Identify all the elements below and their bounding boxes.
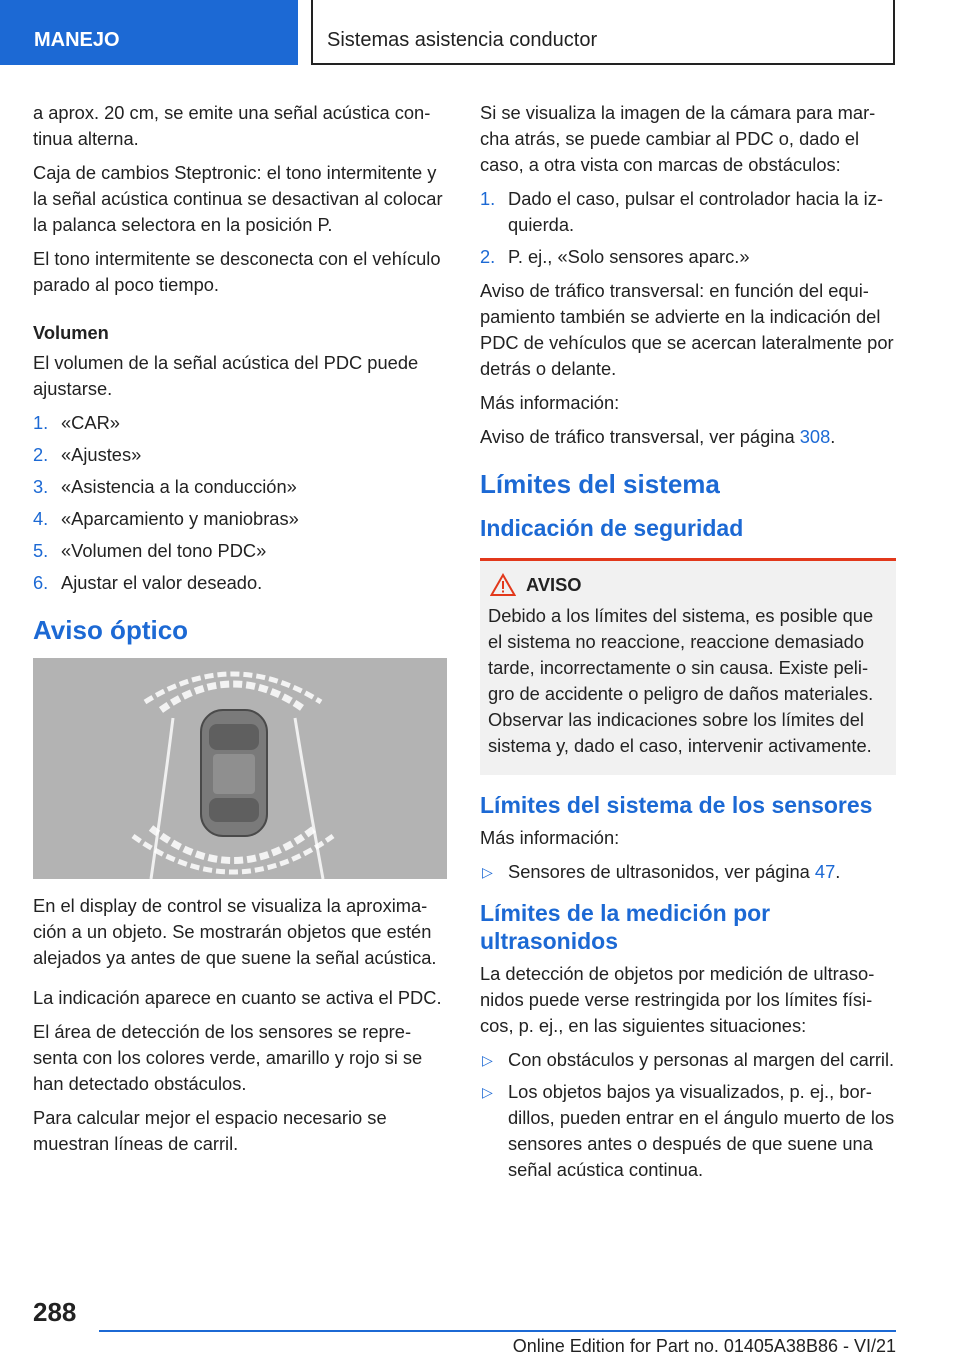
- step-number: 2.: [480, 246, 496, 267]
- list-item: [480, 244, 896, 270]
- paragraph: En el display de control se visualiza la aproximación a un objeto. Se mostrarán objetos que estén alejados ya antes de que suene la señal acústica.: [33, 895, 437, 968]
- paragraph: Aviso de tráfico transversal: en función del equipamiento también se advierte en la indicación del PDC de vehículos que se acercan lateralmente por detrás o delante.: [480, 280, 894, 379]
- paragraph: El área de detección de los sensores se representa con los colores verde, amarillo y rojo si se han detectado obstáculos.: [33, 1021, 423, 1094]
- bullet-triangle-icon: ▷: [482, 1052, 493, 1068]
- right-column: [480, 100, 896, 1191]
- seguridad-heading: Indicación de seguridad: [480, 515, 744, 541]
- reference-text: Aviso de tráfico transversal, ver página: [480, 426, 800, 447]
- step-text: «Ajustes»: [61, 444, 142, 465]
- sensor-reference-list: [480, 859, 896, 885]
- paragraph: La indicación aparece en cuanto se activa el PDC.: [33, 987, 442, 1008]
- bullet-end: .: [835, 861, 841, 882]
- cross-traffic-reference: [480, 424, 896, 450]
- footer-divider: [99, 1330, 896, 1332]
- list-item: [33, 538, 449, 564]
- aviso-optico-heading: Aviso óptico: [33, 615, 189, 645]
- step-number: 2.: [33, 444, 49, 465]
- pdc-car-illustration: [33, 658, 447, 879]
- step-text: «Aparcamiento y maniobras»: [61, 508, 299, 529]
- limites-heading: Límites del sistema: [480, 469, 720, 499]
- volumen-heading: Volumen: [33, 322, 109, 343]
- list-item: [480, 1079, 896, 1183]
- list-item: [33, 570, 449, 596]
- paragraph: El tono intermitente se desconecta con el vehículo parado al poco tiempo.: [33, 248, 441, 295]
- paragraph: Caja de cambios Steptronic: el tono intermitente y la señal acústica continua se desactivan al colocar la palanca selectora en la posición P.: [33, 162, 443, 235]
- chapter-title: Sistemas asistencia conductor: [327, 29, 598, 51]
- paragraph: Más información:: [480, 392, 620, 413]
- section-title: MANEJO: [34, 29, 120, 51]
- pdc-display-image: [33, 658, 447, 879]
- paragraph: La detección de objetos por medición de ultrasonidos puede verse restringida por los límites físicos, p. ej., en las siguientes situaciones:: [480, 963, 875, 1036]
- list-item: [33, 506, 449, 532]
- step-text: Dado el caso, pulsar el controlador hacia la izquierda.: [508, 188, 883, 235]
- sensores-heading: Límites del sistema de los sensores: [480, 792, 873, 818]
- step-number: 1.: [480, 188, 496, 209]
- step-number: 1.: [33, 412, 49, 433]
- footer-edition: Online Edition for Part no. 01405A38B86 - VI/21: [512, 1336, 896, 1356]
- list-item: [480, 1047, 896, 1073]
- step-number: 4.: [33, 508, 49, 529]
- camera-steps-list: [480, 186, 896, 270]
- warning-icon: [490, 573, 516, 597]
- bullet-triangle-icon: ▷: [482, 1084, 493, 1100]
- bullet-text: Con obstáculos y personas al margen del carril.: [508, 1049, 895, 1070]
- section-tab: [0, 0, 298, 65]
- situations-list: [480, 1047, 896, 1183]
- step-text: «Volumen del tono PDC»: [61, 540, 267, 561]
- bullet-text: Los objetos bajos ya visualizados, p. ej., bordillos, pueden entrar en el ángulo muerto de los sensores antes o después de que suene una señal acústica continua.: [508, 1081, 895, 1180]
- step-number: 3.: [33, 476, 49, 497]
- step-text: «CAR»: [61, 412, 120, 433]
- page-47-link[interactable]: 47: [814, 861, 836, 882]
- volume-steps-list: [33, 410, 449, 596]
- warning-title: [488, 573, 888, 597]
- paragraph: El volumen de la señal acústica del PDC puede ajustarse.: [33, 352, 419, 399]
- bullet-triangle-icon: ▷: [482, 864, 493, 880]
- paragraph: Para calcular mejor el espacio necesario se muestran líneas de carril.: [33, 1107, 387, 1154]
- chapter-header: [311, 0, 895, 65]
- list-item: [33, 410, 449, 436]
- reference-end: .: [830, 426, 836, 447]
- warning-text: Debido a los límites del sistema, es posible que el sistema no reaccione, reaccione demasiado tarde, incorrectamente o sin causa. Existe peligro de accidente o peligro de daños materiales. Observar las indicaciones sobre los límites del sistema y, dado el caso, intervenir activamente.: [488, 605, 874, 756]
- step-number: 5.: [33, 540, 49, 561]
- page-308-link[interactable]: 308: [799, 426, 831, 447]
- step-text: «Asistencia a la conducción»: [61, 476, 297, 497]
- paragraph: a aprox. 20 cm, se emite una señal acústica continua alterna.: [33, 102, 431, 149]
- list-item: [33, 442, 449, 468]
- warning-box: [480, 558, 896, 775]
- bullet-text: Sensores de ultrasonidos, ver página: [508, 861, 815, 882]
- medicion-heading: Límites de la medición por ultrasonidos: [480, 900, 771, 954]
- step-text: Ajustar el valor deseado.: [61, 572, 263, 593]
- paragraph: Si se visualiza la imagen de la cámara para marcha atrás, se puede cambiar al PDC o, dado el caso, a otra vista con marcas de obstáculos:: [480, 102, 876, 175]
- paragraph: Más información:: [480, 827, 620, 848]
- left-column: [33, 100, 449, 1165]
- list-item: [480, 859, 896, 885]
- list-item: [33, 474, 449, 500]
- list-item: [480, 186, 896, 238]
- step-text: P. ej., «Solo sensores aparc.»: [508, 246, 750, 267]
- step-number: 6.: [33, 572, 49, 593]
- page-number: 288: [33, 1297, 77, 1327]
- warning-label: AVISO: [526, 574, 582, 595]
